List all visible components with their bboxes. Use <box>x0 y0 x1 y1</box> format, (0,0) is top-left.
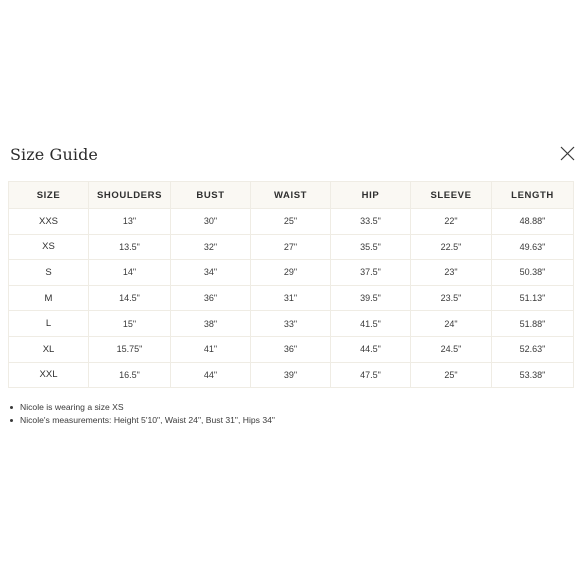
list-item <box>10 401 275 413</box>
column-header: SHOULDERS <box>89 182 171 209</box>
table-row <box>9 234 574 260</box>
column-header: HIP <box>331 182 411 209</box>
column-header: SLEEVE <box>411 182 492 209</box>
table-header-row <box>9 182 574 209</box>
table-cell: 32" <box>171 234 251 260</box>
table-cell: L <box>9 311 89 337</box>
table-cell: 31" <box>251 285 331 311</box>
note-text: Nicole's measurements: Height 5'10", Waist 24", Bust 31", Hips 34" <box>20 415 275 425</box>
table-cell: 33.5" <box>331 209 411 235</box>
table-cell: XS <box>9 234 89 260</box>
close-button[interactable] <box>559 145 576 162</box>
table-cell: M <box>9 285 89 311</box>
table-cell: 36" <box>251 336 331 362</box>
table-cell: 22" <box>411 209 492 235</box>
bullet-icon <box>10 406 13 409</box>
table-cell: 41.5" <box>331 311 411 337</box>
table-cell: 51.13" <box>492 285 574 311</box>
table-cell: 48.88" <box>492 209 574 235</box>
table-cell: 52.63" <box>492 336 574 362</box>
table-cell: 16.5" <box>89 362 171 388</box>
table-cell: 47.5" <box>331 362 411 388</box>
table-cell: 23.5" <box>411 285 492 311</box>
size-chart-table <box>8 181 574 388</box>
table-row <box>9 209 574 235</box>
table-row <box>9 285 574 311</box>
note-text: Nicole is wearing a size XS <box>20 402 124 412</box>
table-cell: 38" <box>171 311 251 337</box>
list-item <box>10 414 275 426</box>
model-notes-list <box>10 401 275 427</box>
table-row <box>9 260 574 286</box>
table-cell: 37.5" <box>331 260 411 286</box>
column-header: WAIST <box>251 182 331 209</box>
table-cell: 39" <box>251 362 331 388</box>
table-cell: 50.38" <box>492 260 574 286</box>
table-cell: 15" <box>89 311 171 337</box>
table-cell: 13" <box>89 209 171 235</box>
column-header: BUST <box>171 182 251 209</box>
table-cell: 36" <box>171 285 251 311</box>
table-cell: 51.88" <box>492 311 574 337</box>
table-cell: 53.38" <box>492 362 574 388</box>
table-cell: 24" <box>411 311 492 337</box>
table-cell: 25" <box>411 362 492 388</box>
column-header: SIZE <box>9 182 89 209</box>
table-cell: 27" <box>251 234 331 260</box>
table-cell: 13.5" <box>89 234 171 260</box>
table-row <box>9 311 574 337</box>
table-cell: 14.5" <box>89 285 171 311</box>
modal-title: Size Guide <box>10 145 98 164</box>
table-cell: XL <box>9 336 89 362</box>
table-cell: 33" <box>251 311 331 337</box>
table-row <box>9 362 574 388</box>
table-cell: 22.5" <box>411 234 492 260</box>
table-cell: 23" <box>411 260 492 286</box>
table-cell: 24.5" <box>411 336 492 362</box>
table-row <box>9 336 574 362</box>
table-cell: 44.5" <box>331 336 411 362</box>
table-cell: 29" <box>251 260 331 286</box>
table-cell: S <box>9 260 89 286</box>
table-cell: 39.5" <box>331 285 411 311</box>
table-cell: 44" <box>171 362 251 388</box>
table-cell: 41" <box>171 336 251 362</box>
table-cell: 25" <box>251 209 331 235</box>
table-cell: XXS <box>9 209 89 235</box>
table-cell: 34" <box>171 260 251 286</box>
bullet-icon <box>10 419 13 422</box>
table-cell: XXL <box>9 362 89 388</box>
table-cell: 14" <box>89 260 171 286</box>
table-cell: 49.63" <box>492 234 574 260</box>
table-cell: 35.5" <box>331 234 411 260</box>
table-cell: 30" <box>171 209 251 235</box>
table-cell: 15.75" <box>89 336 171 362</box>
close-icon <box>559 145 576 162</box>
column-header: LENGTH <box>492 182 574 209</box>
